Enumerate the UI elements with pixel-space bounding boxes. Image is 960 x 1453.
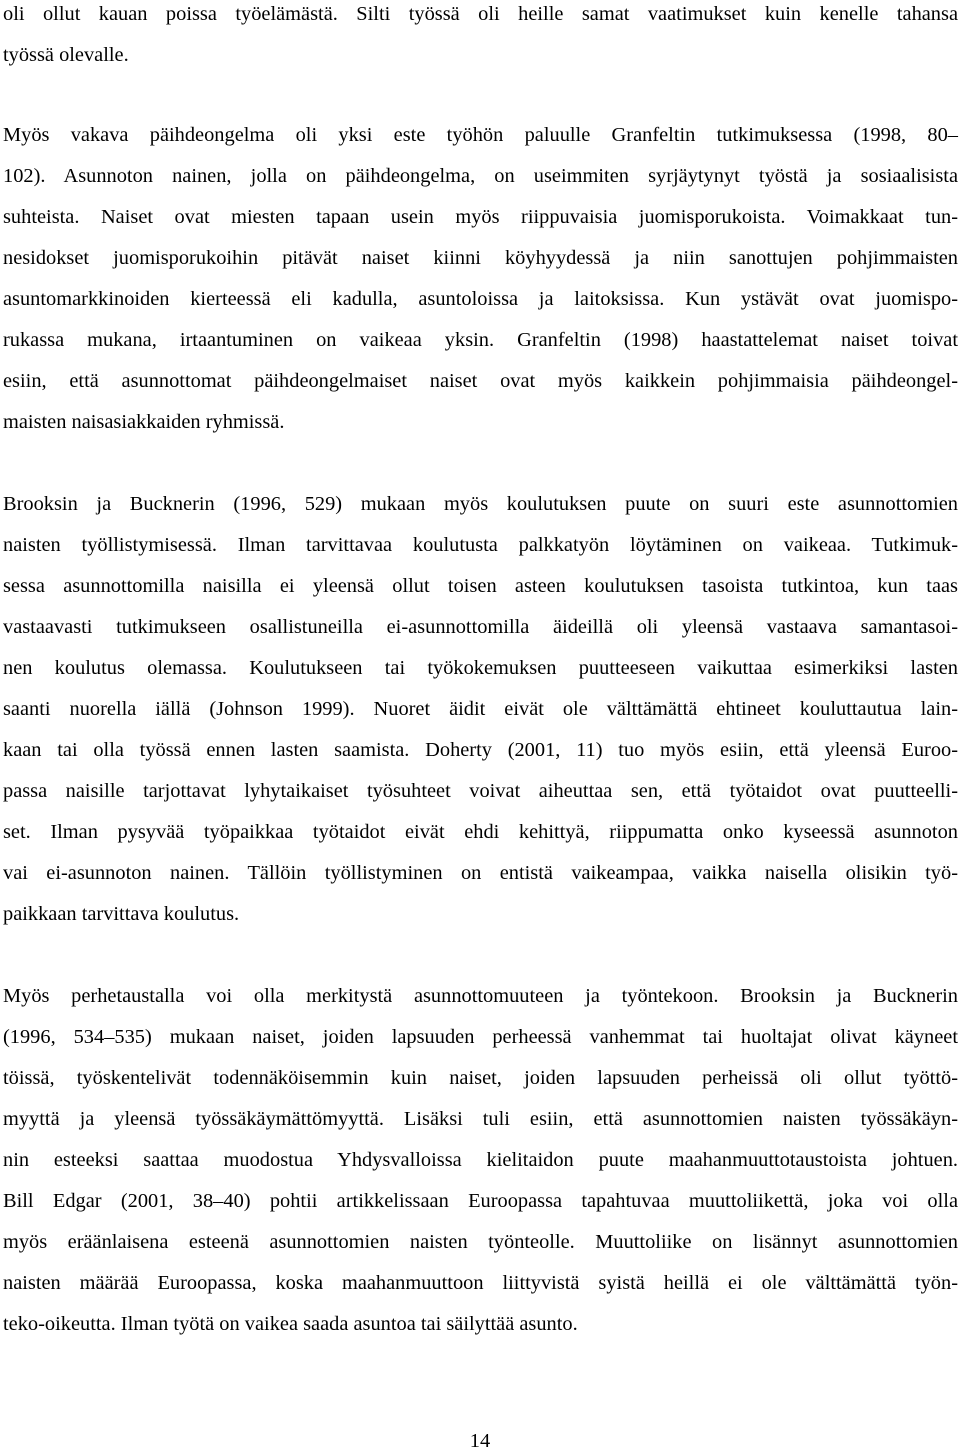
text-line: maisten naisasiakkaiden ryhmissä. <box>3 411 285 433</box>
text-line: kaan tai olla työssä ennen lasten saamista. Doherty (2001, 11) tuo myös esiin, että yleensä Euroo- <box>3 739 958 761</box>
text-line: rukassa mukana, irtaantuminen on vaikeaa yksin. Granfeltin (1998) haastattelemat naiset toivat <box>3 329 958 351</box>
text-line: esiin, että asunnottomat päihdeongelmaiset naiset ovat myös kaikkein pohjimmaisia päihdeongel- <box>3 370 958 392</box>
text-line: myös eräänlaisena esteenä asunnottomien naisten työnteolle. Muuttoliike on lisännyt asunnottomien <box>3 1231 958 1253</box>
text-line: (1996, 534–535) mukaan naiset, joiden lapsuuden perheessä vanhemmat tai huoltajat olivat käyneet <box>3 1026 958 1048</box>
text-line: nen koulutus olemassa. Koulutukseen tai työkokemuksen puutteeseen vaikuttaa esimerkiksi lasten <box>3 657 958 679</box>
page-number: 14 <box>469 1430 491 1452</box>
text-line: myyttä ja yleensä työssäkäymättömyyttä. Lisäksi tuli esiin, että asunnottomien naisten työssäkäyn- <box>3 1108 958 1130</box>
text-line: Myös perhetaustalla voi olla merkitystä asunnottomuuteen ja työntekoon. Brooksin ja Bucknerin <box>3 985 958 1007</box>
text-line: saanti nuorella iällä (Johnson 1999). Nuoret äidit eivät ole välttämättä ehtineet kouluttautua lain- <box>3 698 958 720</box>
text-line: oli ollut kauan poissa työelämästä. Silti työssä oli heille samat vaatimukset kuin kenelle tahansa <box>3 3 958 25</box>
text-line: Bill Edgar (2001, 38–40) pohtii artikkelissaan Euroopassa tapahtuvaa muuttoliikettä, joka voi olla <box>3 1190 958 1212</box>
text-line: työssä olevalle. <box>3 44 129 66</box>
text-line: töissä, työskentelivät todennäköisemmin kuin naiset, joiden lapsuuden perheissä oli ollut työttö- <box>3 1067 958 1089</box>
text-line: set. Ilman pysyvää työpaikkaa työtaidot eivät ehdi kehittyä, riippumatta onko kyseessä asunnoton <box>3 821 958 843</box>
text-line: Brooksin ja Bucknerin (1996, 529) mukaan myös koulutuksen puute on suuri este asunnottomien <box>3 493 958 515</box>
text-line: suhteista. Naiset ovat miesten tapaan usein myös riippuvaisia juomisporukoista. Voimakkaat tun- <box>3 206 958 228</box>
text-line: naisten työllistymisessä. Ilman tarvittavaa koulutusta palkkatyön löytäminen on vaikeaa. Tutkimuk- <box>3 534 958 556</box>
text-line: nin esteeksi saattaa muodostua Yhdysvalloissa kielitaidon puute maahanmuuttotaustoista johtuen. <box>3 1149 958 1171</box>
text-line: Myös vakava päihdeongelma oli yksi este työhön paluulle Granfeltin tutkimuksessa (1998, 80– <box>3 124 958 146</box>
text-line: asuntomarkkinoiden kierteessä eli kadulla, asuntoloissa ja laitoksissa. Kun ystävät ovat juomispo- <box>3 288 958 310</box>
text-line: vastaavasti tutkimukseen osallistuneilla ei-asunnottomilla äideillä oli yleensä vastaava samantasoi- <box>3 616 958 638</box>
text-line: teko-oikeutta. Ilman työtä on vaikea saada asuntoa tai säilyttää asunto. <box>3 1313 578 1335</box>
text-line: 102). Asunnoton nainen, jolla on päihdeongelma, on useimmiten syrjäytynyt työstä ja sosiaalisista <box>3 165 958 187</box>
text-line: sessa asunnottomilla naisilla ei yleensä ollut toisen asteen koulutuksen tasoista tutkintoa, kun taas <box>3 575 958 597</box>
text-line: vai ei-asunnoton nainen. Tällöin työllistyminen on entistä vaikeampaa, vaikka naisella olisikin työ- <box>3 862 958 884</box>
text-line: nesidokset juomisporukoihin pitävät naiset kiinni köyhyydessä ja niin sanottujen pohjimmaisten <box>3 247 958 269</box>
text-line: paikkaan tarvittava koulutus. <box>3 903 240 925</box>
text-line: passa naisille tarjottavat lyhytaikaiset työsuhteet voivat aiheuttaa sen, että työtaidot ovat puutteelli- <box>3 780 958 802</box>
text-line: naisten määrää Euroopassa, koska maahanmuuttoon liittyvistä syistä heillä ei ole välttämättä työn- <box>3 1272 958 1294</box>
